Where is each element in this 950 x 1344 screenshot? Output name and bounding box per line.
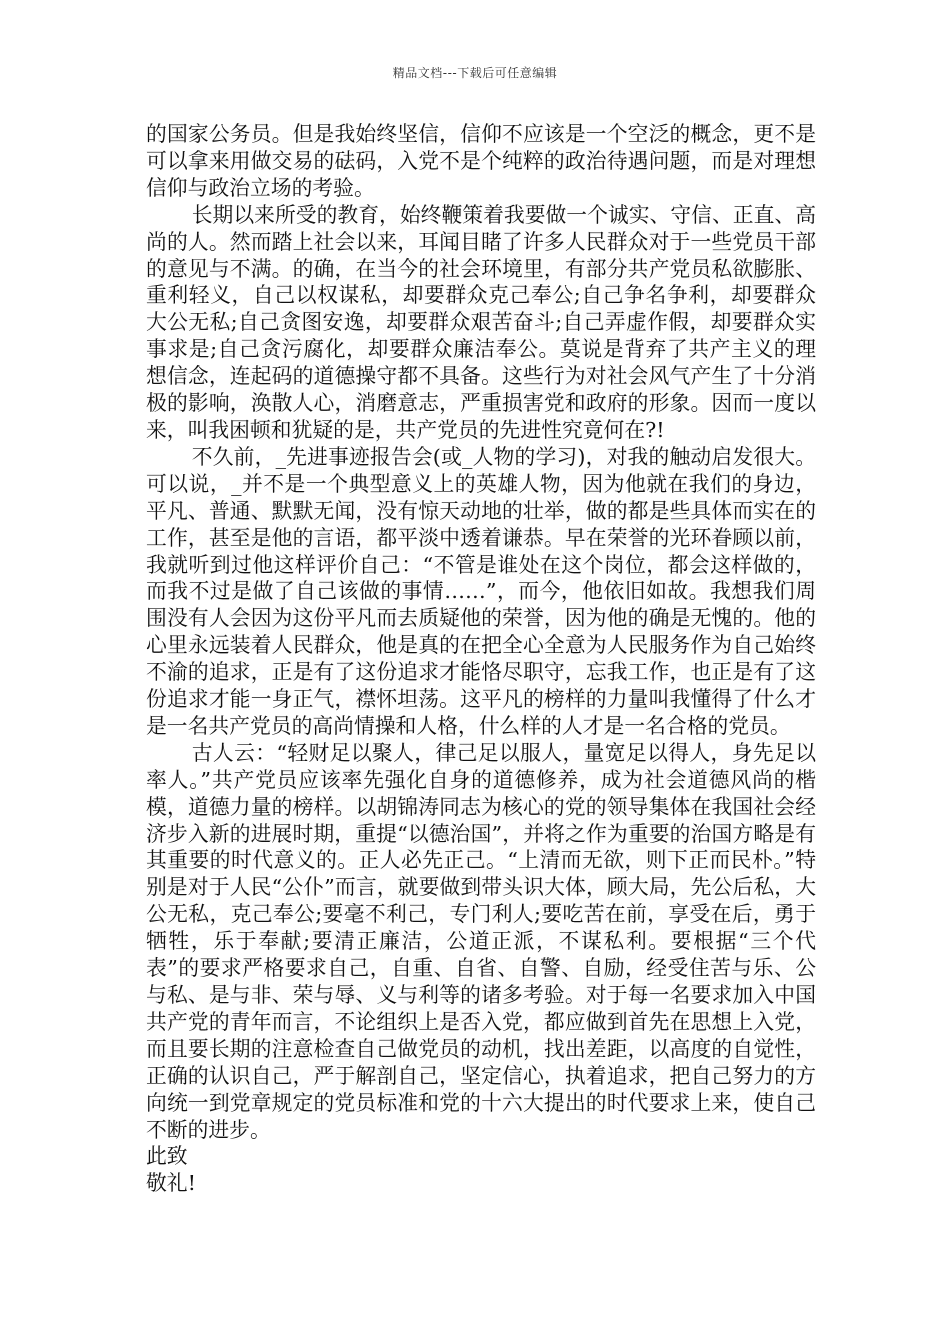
paragraph-2: 长期以来所受的教育，始终鞭策着我要做一个诚实、守信、正直、高尚的人。然而踏上社会以来，耳闻目睹了许多人民群众对于一些党员干部的意见与不满。的确，在当今的社会环境里，有部分共产党员私欲膨胀、重利轻义，自己以权谋私，却要群众克己奉公;自己争名争利，却要群众大公无私;自己贪图安逸，却要群众艰苦奋斗;自己弄虚作假，却要群众实事求是;自己贪污腐化，却要群众廉洁奉公。莫说是背弃了共产主义的理想信念，连起码的道德操守都不具备。这些行为对社会风气产生了十分消极的影响，涣散人心，消磨意志，严重损害党和政府的形象。因而一度以来，叫我困顿和犹疑的是，共产党员的先进性究竟何在?! bbox=[146, 202, 816, 442]
paragraph-4: 古人云：“轻财足以聚人，律己足以服人，量宽足以得人，身先足以率人。”共产党员应该率先强化自身的道德修养，成为社会道德风尚的楷模，道德力量的榜样。以胡锦涛同志为核心的党的领导集体在我国社会经济步入新的进展时期，重提“以德治国”，并将之作为重要的治国方略是有其重要的时代意义的。正人必先正己。“上清而无欲，则下正而民朴。”特别是对于人民“公仆”而言，就要做到带头识大体，顾大局，先公后私，大公无私，克己奉公;要毫不利己，专门利人;要吃苦在前，享受在后，勇于牺牲，乐于奉献;要清正廉洁，公道正派，不谋私利。要根据“三个代表”的要求严格要求自己，自重、自省、自警、自励，经受住苦与乐、公与私、是与非、荣与辱、义与利等的诸多考验。对于每一名要求加入中国共产党的青年而言，不论组织上是否入党，都应做到首先在思想上入党，而且要长期的注意检查自己做党员的动机，找出差距，以高度的自觉性，正确的认识自己，严于解剖自己，坚定信心，执着追求，把自己努力的方向统一到党章规定的党员标准和党的十六大提出的时代要求上来，使自己不断的进步。 bbox=[146, 740, 816, 1142]
document-body bbox=[146, 121, 816, 1197]
paragraph-3: 不久前，_先进事迹报告会(或_人物的学习)，对我的触动启发很大。可以说，_并不是一个典型意义上的英雄人物，因为他就在我们的身边，平凡、普通、默默无闻，没有惊天动地的壮举，做的都是些具体而实在的工作，甚至是他的言语，都平淡中透着谦恭。早在荣誉的光环眷顾以前，我就听到过他这样评价自己：“不管是谁处在这个岗位，都会这样做的，而我不过是做了自己该做的事情……”，而今，他依旧如故。我想我们周围没有人会因为这份平凡而去质疑他的荣誉，因为他的确是无愧的。他的心里永远装着人民群众，他是真的在把全心全意为人民服务作为自己始终不渝的追求，正是有了这份追求才能恪尽职守，忘我工作，也正是有了这份追求才能一身正气，襟怀坦荡。这平凡的榜样的力量叫我懂得了什么才是一名共产党员的高尚情操和人格，什么样的人才是一名合格的党员。 bbox=[146, 444, 816, 738]
page-header: 精品文档---下载后可任意编辑 bbox=[392, 66, 558, 80]
closing-regards: 敬礼! bbox=[146, 1171, 196, 1196]
closing-salutation: 此致 bbox=[146, 1144, 188, 1169]
paragraph-1: 的国家公务员。但是我始终坚信，信仰不应该是一个空泛的概念，更不是可以拿来用做交易的砝码，入党不是个纯粹的政治待遇问题，而是对理想信仰与政治立场的考验。 bbox=[146, 122, 816, 200]
